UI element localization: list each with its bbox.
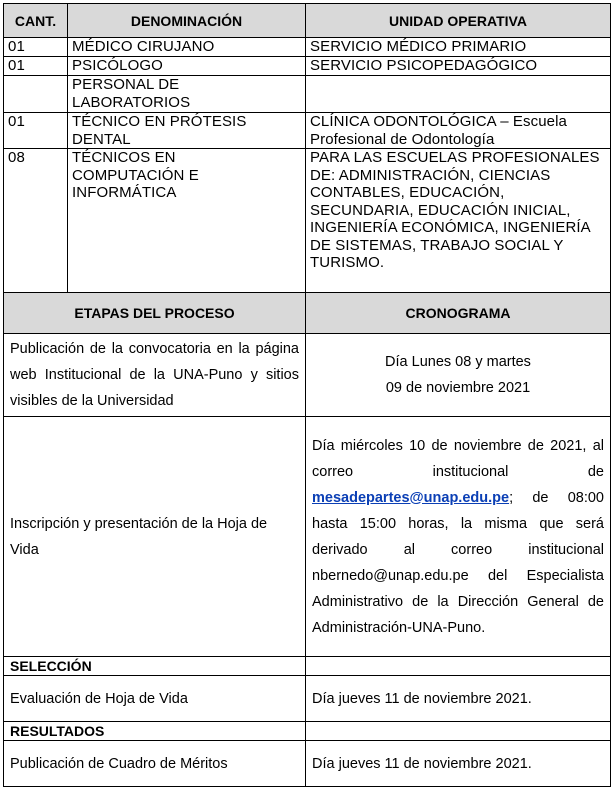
position-row (4, 76, 611, 113)
position-qty: 01 (4, 57, 68, 76)
schedule-row-publication (4, 334, 611, 417)
position-qty: 08 (4, 149, 68, 293)
section-empty-cell (306, 657, 611, 676)
stage-registration: Inscripción y presentación de la Hoja de Vida (4, 417, 306, 657)
stage-publication: Publicación de la convocatoria en la página web Institucional de la UNA-Puno y sitios visibles de la Universidad (4, 334, 306, 417)
header-unit: UNIDAD OPERATIVA (306, 4, 611, 38)
position-qty (4, 76, 68, 113)
section-title-results: RESULTADOS (4, 722, 306, 741)
schedule-row-results (4, 741, 611, 787)
date-registration-rest: ; de 08:00 hasta 15:00 horas, la misma que será derivado al correo institucional nbernedo@unap.edu.pe del Especialista Administrativo de la Dirección General de Administración-UNA-Puno. (312, 489, 604, 636)
email-link[interactable]: mesadepartes@unap.edu.pe (312, 489, 510, 506)
position-unit: CLÍNICA ODONTOLÓGICA – Escuela Profesional de Odontología (306, 113, 611, 149)
header-stage: ETAPAS DEL PROCESO (4, 293, 306, 334)
section-row-selection (4, 657, 611, 676)
convocatoria-table (3, 3, 611, 787)
position-row (4, 38, 611, 57)
position-name: TÉCNICO EN PRÓTESIS DENTAL (68, 113, 306, 149)
section-empty-cell (306, 722, 611, 741)
header-name: DENOMINACIÓN (68, 4, 306, 38)
position-qty: 01 (4, 113, 68, 149)
position-row (4, 57, 611, 76)
date-results: Día jueves 11 de noviembre 2021. (306, 741, 611, 787)
date-publication-line1: Día Lunes 08 y martes (385, 354, 531, 370)
position-unit: PARA LAS ESCUELAS PROFESIONALES DE: ADMINISTRACIÓN, CIENCIAS CONTABLES, EDUCACIÓN, SECUNDARIA, EDUCACIÓN INICIAL, INGENIERÍA ECONÓMICA, INGENIERÍA DE SISTEMAS, TRABAJO SOCIAL Y TURISMO. (306, 149, 611, 293)
position-row (4, 149, 611, 293)
position-unit: SERVICIO PSICOPEDAGÓGICO (306, 57, 611, 76)
header-date: CRONOGRAMA (306, 293, 611, 334)
position-unit (306, 76, 611, 113)
position-unit: SERVICIO MÉDICO PRIMARIO (306, 38, 611, 57)
position-name: TÉCNICOS EN COMPUTACIÓN E INFORMÁTICA (68, 149, 306, 293)
stage-results: Publicación de Cuadro de Méritos (4, 741, 306, 787)
position-qty: 01 (4, 38, 68, 57)
date-publication (306, 334, 611, 417)
position-name: PERSONAL DE LABORATORIOS (68, 76, 306, 113)
date-selection: Día jueves 11 de noviembre 2021. (306, 676, 611, 722)
positions-header-row (4, 4, 611, 38)
section-title-selection: SELECCIÓN (4, 657, 306, 676)
position-name: PSICÓLOGO (68, 57, 306, 76)
section-row-results (4, 722, 611, 741)
date-registration (306, 417, 611, 657)
date-registration-intro: Día miércoles 10 de noviembre de 2021, al correo institucional de (312, 437, 604, 480)
schedule-header-row (4, 293, 611, 334)
header-qty: CANT. (4, 4, 68, 38)
position-row (4, 113, 611, 149)
date-publication-line2: 09 de noviembre 2021 (385, 380, 531, 396)
stage-selection: Evaluación de Hoja de Vida (4, 676, 306, 722)
schedule-row-registration (4, 417, 611, 657)
schedule-row-selection (4, 676, 611, 722)
position-name: MÉDICO CIRUJANO (68, 38, 306, 57)
